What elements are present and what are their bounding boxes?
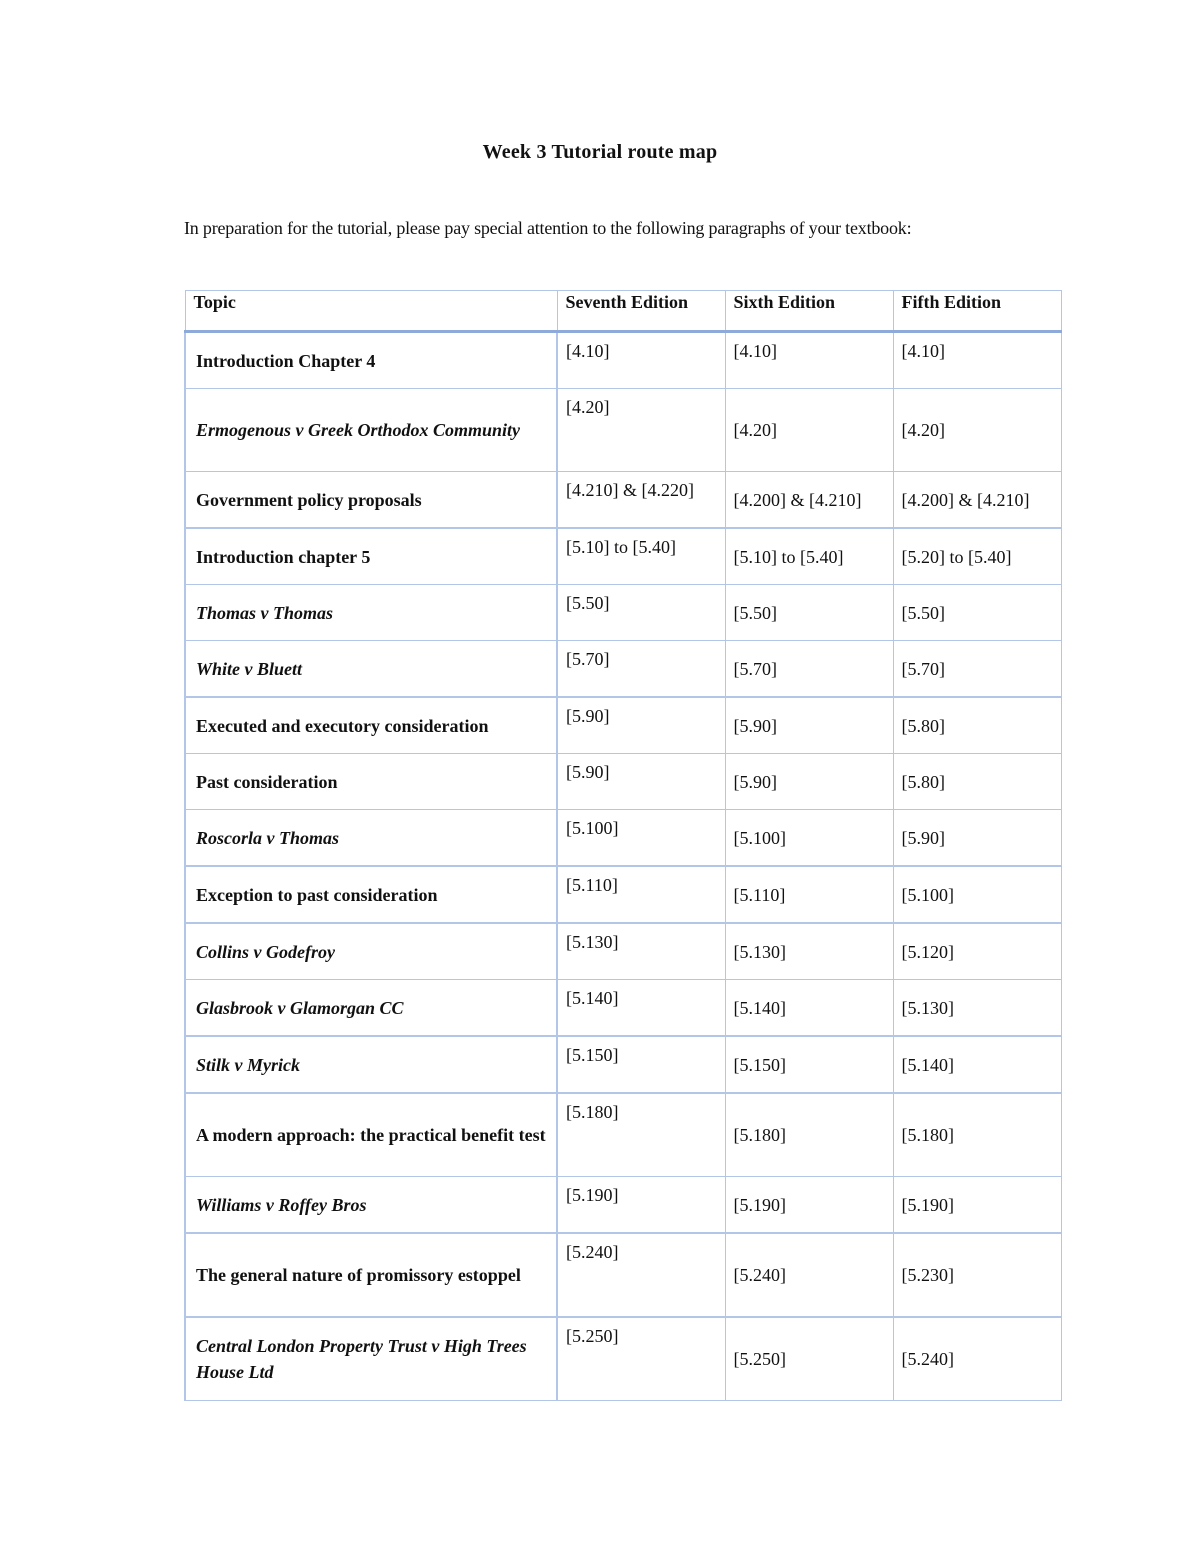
fifth-edition-cell: [4.20] <box>893 389 1061 472</box>
fifth-edition-cell: [5.190] <box>893 1177 1061 1234</box>
fifth-edition-cell: [5.80] <box>893 754 1061 810</box>
fifth-edition-cell: [5.230] <box>893 1233 1061 1317</box>
topic-cell: Glasbrook v Glamorgan CC <box>185 980 557 1037</box>
seventh-edition-cell: [5.130] <box>557 923 725 980</box>
table-header-row <box>185 291 1061 332</box>
table-row <box>185 389 1061 472</box>
table-row <box>185 810 1061 867</box>
topic-cell: Williams v Roffey Bros <box>185 1177 557 1234</box>
table-row <box>185 332 1061 389</box>
topic-cell: Thomas v Thomas <box>185 585 557 641</box>
table-row <box>185 1093 1061 1177</box>
fifth-edition-cell: [5.70] <box>893 641 1061 698</box>
topic-cell: Roscorla v Thomas <box>185 810 557 867</box>
seventh-edition-cell: [5.90] <box>557 754 725 810</box>
topic-cell: White v Bluett <box>185 641 557 698</box>
sixth-edition-cell: [5.50] <box>725 585 893 641</box>
route-map-table <box>184 290 1062 1401</box>
sixth-edition-cell: [4.20] <box>725 389 893 472</box>
topic-cell: Central London Property Trust v High Trees House Ltd <box>185 1317 557 1401</box>
topic-cell: Stilk v Myrick <box>185 1036 557 1093</box>
topic-cell: Executed and executory consideration <box>185 697 557 754</box>
sixth-edition-cell: [5.140] <box>725 980 893 1037</box>
fifth-edition-cell: [5.90] <box>893 810 1061 867</box>
fifth-edition-cell: [5.50] <box>893 585 1061 641</box>
sixth-edition-cell: [4.10] <box>725 332 893 389</box>
seventh-edition-cell: [5.240] <box>557 1233 725 1317</box>
fifth-edition-cell: [5.140] <box>893 1036 1061 1093</box>
table-row <box>185 472 1061 529</box>
fifth-edition-cell: [5.240] <box>893 1317 1061 1401</box>
seventh-edition-cell: [5.50] <box>557 585 725 641</box>
sixth-edition-cell: [5.180] <box>725 1093 893 1177</box>
topic-cell: Exception to past consideration <box>185 866 557 923</box>
table-row <box>185 528 1061 585</box>
header-seventh-edition: Seventh Edition <box>557 291 725 332</box>
table-row <box>185 980 1061 1037</box>
header-sixth-edition: Sixth Edition <box>725 291 893 332</box>
seventh-edition-cell: [5.10] to [5.40] <box>557 528 725 585</box>
seventh-edition-cell: [5.90] <box>557 697 725 754</box>
intro-paragraph: In preparation for the tutorial, please pay special attention to the following paragraphs of your textbook: <box>184 218 912 238</box>
table-row <box>185 754 1061 810</box>
seventh-edition-cell: [5.140] <box>557 980 725 1037</box>
sixth-edition-cell: [4.200] & [4.210] <box>725 472 893 529</box>
seventh-edition-cell: [5.150] <box>557 1036 725 1093</box>
topic-cell: Ermogenous v Greek Orthodox Community <box>185 389 557 472</box>
table-row <box>185 697 1061 754</box>
seventh-edition-cell: [5.70] <box>557 641 725 698</box>
fifth-edition-cell: [5.100] <box>893 866 1061 923</box>
sixth-edition-cell: [5.240] <box>725 1233 893 1317</box>
table-row <box>185 585 1061 641</box>
topic-cell: Introduction Chapter 4 <box>185 332 557 389</box>
sixth-edition-cell: [5.250] <box>725 1317 893 1401</box>
fifth-edition-cell: [5.130] <box>893 980 1061 1037</box>
topic-cell: The general nature of promissory estoppel <box>185 1233 557 1317</box>
sixth-edition-cell: [5.110] <box>725 866 893 923</box>
topic-cell: Collins v Godefroy <box>185 923 557 980</box>
header-fifth-edition: Fifth Edition <box>893 291 1061 332</box>
fifth-edition-cell: [5.20] to [5.40] <box>893 528 1061 585</box>
sixth-edition-cell: [5.190] <box>725 1177 893 1234</box>
sixth-edition-cell: [5.150] <box>725 1036 893 1093</box>
seventh-edition-cell: [4.10] <box>557 332 725 389</box>
sixth-edition-cell: [5.130] <box>725 923 893 980</box>
header-topic: Topic <box>185 291 557 332</box>
table-row <box>185 923 1061 980</box>
fifth-edition-cell: [5.80] <box>893 697 1061 754</box>
topic-cell: A modern approach: the practical benefit test <box>185 1093 557 1177</box>
table-row <box>185 641 1061 698</box>
seventh-edition-cell: [4.20] <box>557 389 725 472</box>
fifth-edition-cell: [4.10] <box>893 332 1061 389</box>
sixth-edition-cell: [5.10] to [5.40] <box>725 528 893 585</box>
seventh-edition-cell: [5.190] <box>557 1177 725 1234</box>
table-row <box>185 1233 1061 1317</box>
table-row <box>185 1177 1061 1234</box>
seventh-edition-cell: [4.210] & [4.220] <box>557 472 725 529</box>
topic-cell: Introduction chapter 5 <box>185 528 557 585</box>
table-row <box>185 866 1061 923</box>
table-row <box>185 1317 1061 1401</box>
table-row <box>185 1036 1061 1093</box>
fifth-edition-cell: [5.180] <box>893 1093 1061 1177</box>
seventh-edition-cell: [5.110] <box>557 866 725 923</box>
fifth-edition-cell: [5.120] <box>893 923 1061 980</box>
sixth-edition-cell: [5.90] <box>725 754 893 810</box>
seventh-edition-cell: [5.180] <box>557 1093 725 1177</box>
sixth-edition-cell: [5.70] <box>725 641 893 698</box>
topic-cell: Government policy proposals <box>185 472 557 529</box>
seventh-edition-cell: [5.100] <box>557 810 725 867</box>
sixth-edition-cell: [5.100] <box>725 810 893 867</box>
sixth-edition-cell: [5.90] <box>725 697 893 754</box>
topic-cell: Past consideration <box>185 754 557 810</box>
seventh-edition-cell: [5.250] <box>557 1317 725 1401</box>
fifth-edition-cell: [4.200] & [4.210] <box>893 472 1061 529</box>
page-title: Week 3 Tutorial route map <box>482 141 718 163</box>
